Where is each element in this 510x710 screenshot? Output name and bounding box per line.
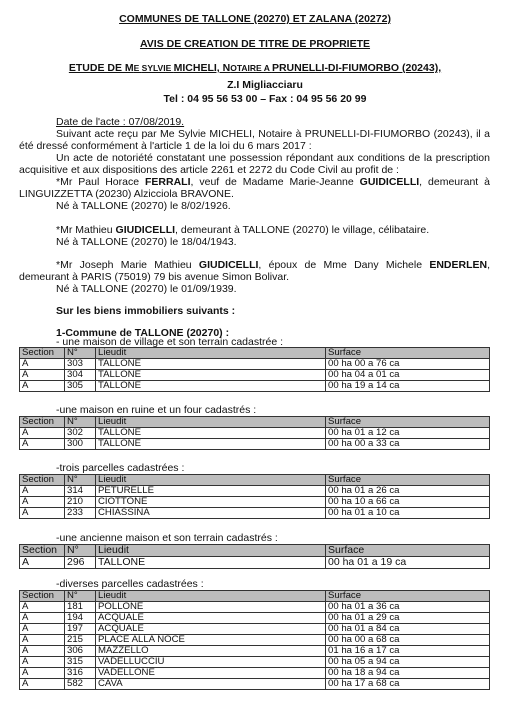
person-1-line-2: LINGUIZZETTA (20230) Alzicciola BRAVONE. [19,188,234,200]
cell-section: A [20,613,65,624]
cell-section: A [20,624,65,635]
group-4-caption: -une ancienne maison et son terrain cadastrés : [56,532,278,544]
cell-surface: 00 ha 01 a 26 ca [326,486,490,497]
header-communes: COMMUNES DE TALLONE (20270) ET ZALANA (20272) [119,13,391,25]
table-row [20,428,490,439]
cell-surface: 00 ha 01 a 36 ca [326,602,490,613]
column-header-lieudit: Lieudit [96,591,326,602]
parcel-table-5 [19,590,490,690]
column-header-surface: Surface [326,475,490,486]
cell-lieudit: CIOTTONE [96,497,326,508]
cell-lieudit: CAVA [96,679,326,690]
cell-number: 315 [65,657,96,668]
cell-lieudit: TALLONE [96,381,326,392]
table-row [20,497,490,508]
cell-lieudit: MAZZELLO [96,646,326,657]
cell-lieudit: ACQUALE [96,624,326,635]
cell-lieudit: TALLONE [96,370,326,381]
table-row [20,602,490,613]
column-header-section: Section [20,348,65,359]
table-row [20,624,490,635]
table-row [20,370,490,381]
cell-number: 306 [65,646,96,657]
cell-section: A [20,646,65,657]
table-row [20,668,490,679]
table-header-row [20,545,490,557]
cell-lieudit: ACQUALE [96,613,326,624]
cell-surface: 00 ha 17 a 68 ca [326,679,490,690]
cell-number: 233 [65,508,96,519]
cell-surface: 00 ha 01 a 19 ca [326,557,490,569]
column-header-number: N° [65,545,96,557]
cell-lieudit: TALLONE [96,359,326,370]
cell-number: 194 [65,613,96,624]
cell-number: 303 [65,359,96,370]
column-header-number: N° [65,591,96,602]
cell-section: A [20,370,65,381]
column-header-surface: Surface [326,591,490,602]
biens-heading: Sur les biens immobiliers suivants : [56,305,236,317]
table-header-row [20,348,490,359]
column-header-lieudit: Lieudit [96,545,326,557]
intro-line-4: acquisitive et aux dispositions des article 2261 et 2272 du Code Civil au profit de : [19,164,399,176]
cell-number: 215 [65,635,96,646]
column-header-number: N° [65,475,96,486]
cell-lieudit: POLLONE [96,602,326,613]
table-row [20,486,490,497]
person-1-line-1: *Mr Paul Horace FERRALI, veuf de Madame Marie-Jeanne GUIDICELLI, demeurant à [56,176,490,188]
cell-section: A [20,497,65,508]
cell-number: 305 [65,381,96,392]
cell-number: 300 [65,439,96,450]
cell-section: A [20,679,65,690]
column-header-section: Section [20,591,65,602]
column-header-number: N° [65,348,96,359]
cell-section: A [20,635,65,646]
cell-surface: 00 ha 01 a 10 ca [326,508,490,519]
table-row [20,635,490,646]
parcel-table-4 [19,544,490,569]
cell-lieudit: VADELLUCCIU [96,657,326,668]
table-row [20,439,490,450]
cell-section: A [20,668,65,679]
header-etude: ETUDE DE ME SYLVIE MICHELI, NOTAIRE A PRUNELLI-DI-FIUMORBO (20243), [68,62,442,74]
cell-lieudit: TALLONE [96,557,326,569]
table-row [20,359,490,370]
cell-surface: 00 ha 00 a 68 ca [326,635,490,646]
cell-lieudit: PETURELLE [96,486,326,497]
table-header-row [20,591,490,602]
column-header-section: Section [20,417,65,428]
cell-section: A [20,602,65,613]
cell-section: A [20,428,65,439]
table-header-row [20,417,490,428]
cell-surface: 01 ha 16 a 17 ca [326,646,490,657]
cell-surface: 00 ha 01 a 12 ca [326,428,490,439]
header-phone: Tel : 04 95 56 53 00 – Fax : 04 95 56 20 99 [163,93,367,105]
cell-section: A [20,439,65,450]
parcel-table-2 [19,416,490,450]
cell-number: 316 [65,668,96,679]
cell-lieudit: TALLONE [96,428,326,439]
table-row [20,613,490,624]
group-1-caption: - une maison de village et son terrain cadastrée : [56,336,284,348]
column-header-surface: Surface [326,545,490,557]
cell-surface: 00 ha 00 a 76 ca [326,359,490,370]
group-2-caption: -une maison en ruine et un four cadastrés : [56,404,257,416]
table-row [20,657,490,668]
table-row [20,679,490,690]
column-header-section: Section [20,545,65,557]
person-3-line-1: *Mr Joseph Marie Mathieu GIUDICELLI, époux de Mme Dany Michele ENDERLEN, [56,259,491,271]
column-header-surface: Surface [326,417,490,428]
cell-section: A [20,486,65,497]
person-2-line-2: Né à TALLONE (20270) le 18/04/1943. [56,236,237,248]
cell-section: A [20,381,65,392]
cell-number: 197 [65,624,96,635]
header-avis: AVIS DE CREATION DE TITRE DE PROPRIETE [139,38,371,50]
cell-number: 314 [65,486,96,497]
cell-surface: 00 ha 01 a 29 ca [326,613,490,624]
intro-line-2: été dressé conformément à l'article 1 de la loi du 6 mars 2017 : [19,140,312,152]
column-header-lieudit: Lieudit [96,348,326,359]
person-3-line-2: demeurant à PARIS (75019) 79 bis avenue Simon Bolivar. [19,271,290,283]
cell-number: 296 [65,557,96,569]
cell-surface: 00 ha 01 a 84 ca [326,624,490,635]
table-row [20,557,490,569]
cell-surface: 00 ha 00 a 33 ca [326,439,490,450]
cell-lieudit: TALLONE [96,439,326,450]
table-row [20,381,490,392]
person-2-line-1: *Mr Mathieu GIUDICELLI, demeurant à TALLONE (20270) le village, célibataire. [56,224,430,236]
person-1-line-3: Né à TALLONE (20270) le 8/02/1926. [56,200,231,212]
cell-lieudit: CHIASSINA [96,508,326,519]
cell-number: 302 [65,428,96,439]
column-header-surface: Surface [326,348,490,359]
header-address: Z.I Migliacciaru [227,79,303,91]
cell-section: A [20,657,65,668]
parcel-table-1 [19,347,490,392]
column-header-number: N° [65,417,96,428]
group-5-caption: -diverses parcelles cadastrées : [56,578,204,590]
cell-number: 304 [65,370,96,381]
cell-section: A [20,557,65,569]
act-date: Date de l'acte : 07/08/2019. [56,116,185,128]
column-header-lieudit: Lieudit [96,475,326,486]
intro-line-3: Un acte de notoriété constatant une possession répondant aux conditions de la prescription [56,152,490,164]
cell-lieudit: PLACE ALLA NOCE [96,635,326,646]
cell-surface: 00 ha 19 a 14 ca [326,381,490,392]
column-header-lieudit: Lieudit [96,417,326,428]
cell-number: 181 [65,602,96,613]
cell-surface: 00 ha 05 a 94 ca [326,657,490,668]
table-header-row [20,475,490,486]
cell-surface: 00 ha 04 a 01 ca [326,370,490,381]
cell-number: 582 [65,679,96,690]
cell-section: A [20,508,65,519]
column-header-section: Section [20,475,65,486]
group-3-caption: -trois parcelles cadastrées : [56,462,185,474]
cell-section: A [20,359,65,370]
table-row [20,508,490,519]
cell-surface: 00 ha 10 a 66 ca [326,497,490,508]
cell-number: 210 [65,497,96,508]
person-3-line-3: Né à TALLONE (20270) le 01/09/1939. [56,283,237,295]
parcel-table-3 [19,474,490,519]
intro-line-1: Suivant acte reçu par Me Sylvie MICHELI, Notaire à PRUNELLI-DI-FIUMORBO (20243), il a [56,128,490,140]
cell-lieudit: VADELLONE [96,668,326,679]
cell-surface: 00 ha 18 a 94 ca [326,668,490,679]
commune-heading: 1-Commune de TALLONE (20270) : [56,327,230,339]
table-row [20,646,490,657]
